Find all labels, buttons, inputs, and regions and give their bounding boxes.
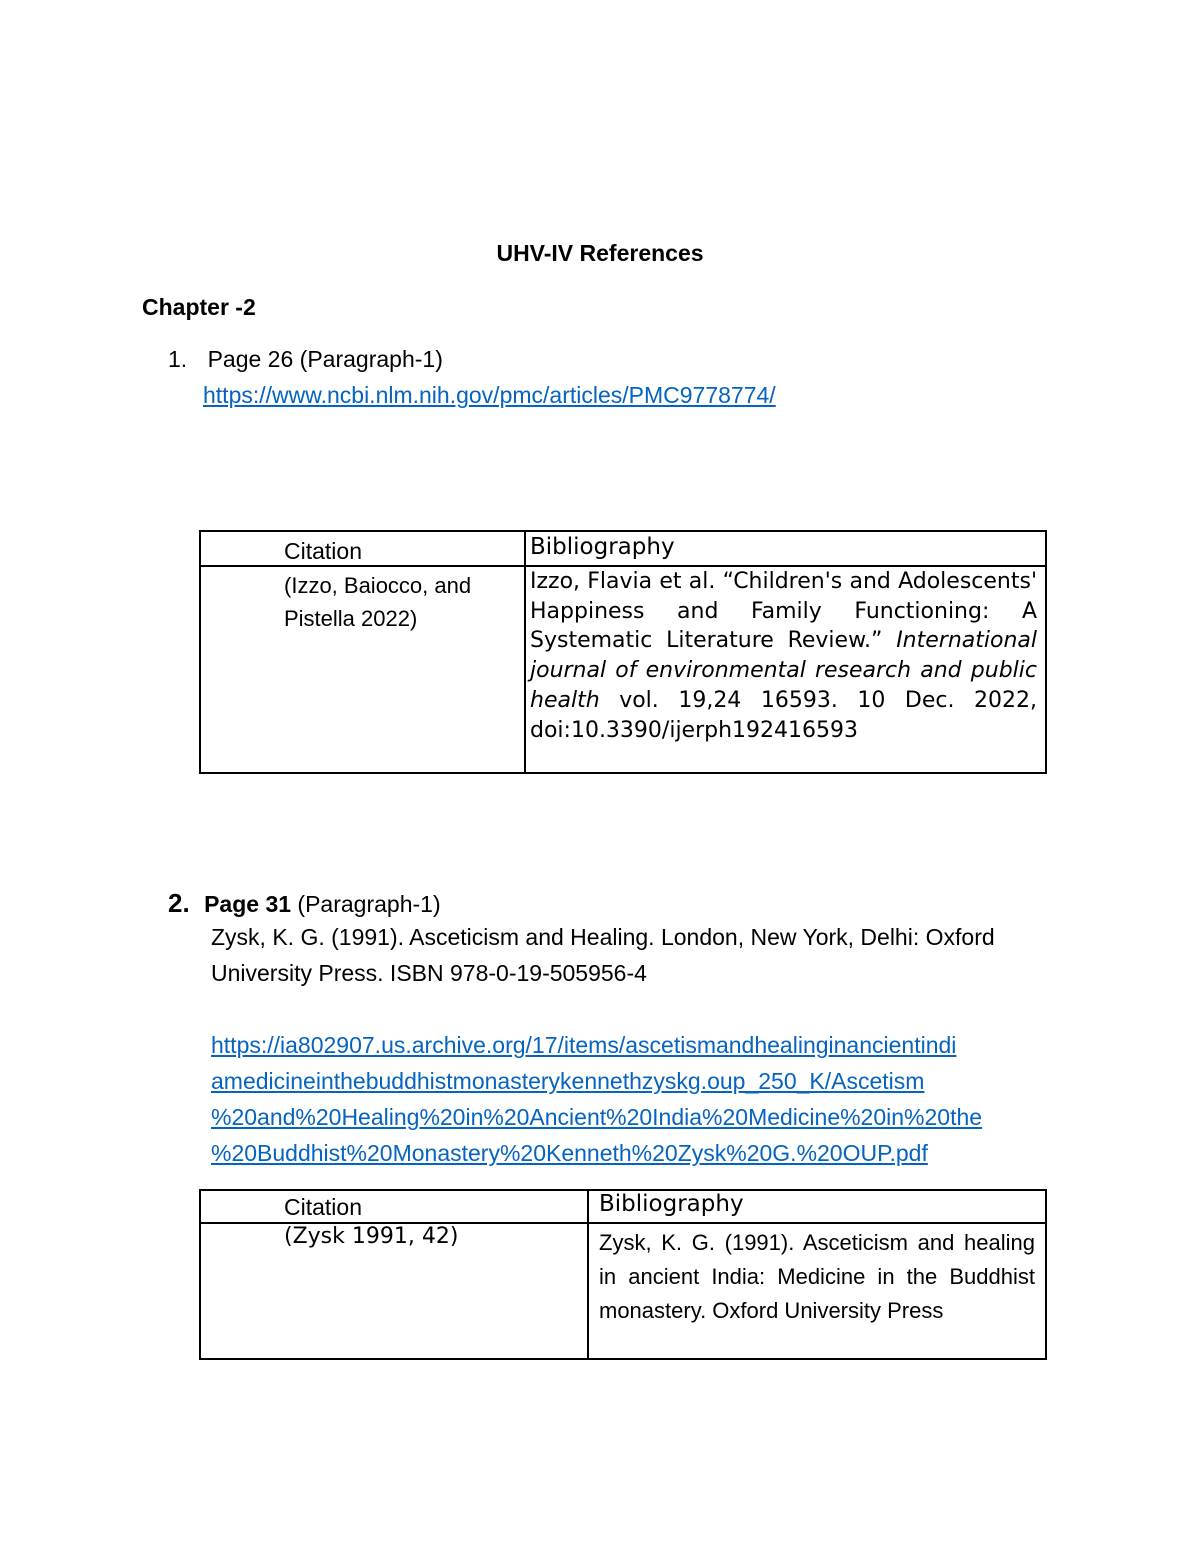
bibliography-header-cell: [525, 531, 1046, 566]
bibliography-header: Bibliography: [530, 534, 675, 560]
citation-cell: [200, 566, 525, 773]
table-row: [200, 1223, 1046, 1359]
reference-link-2-line-1[interactable]: https://ia802907.us.archive.org/17/items/ascetismandhealinginancientindi: [211, 1032, 957, 1058]
journal-title: International journal of environmental research and public health: [530, 628, 1037, 713]
citation-cell: [200, 1223, 588, 1359]
item-number: 2.: [168, 888, 190, 918]
bibliography-plain-1: Izzo, Flavia et al. “Children's and Adolescents' Happiness and Family Functioning: A Systematic Literature Review.”: [530, 569, 1037, 654]
reference-link-2-line-4[interactable]: %20Buddhist%20Monastery%20Kenneth%20Zysk%20G.%20OUP.pdf: [211, 1140, 928, 1166]
citation-header-cell: [200, 1190, 588, 1223]
citation-header: Citation: [284, 1194, 362, 1220]
bibliography-text: [526, 567, 1045, 745]
reference-table-2: [199, 1189, 1047, 1360]
reference-link-1[interactable]: https://www.ncbi.nlm.nih.gov/pmc/articles/PMC9778774/: [203, 382, 776, 408]
citation-header-cell: [200, 531, 525, 566]
table-header-row: [200, 531, 1046, 566]
bibliography-header: Bibliography: [599, 1191, 744, 1217]
bibliography-text: Zysk, K. G. (1991). Asceticism and healing in ancient India: Medicine in the Buddhist monastery. Oxford University Press: [599, 1230, 1035, 1323]
bibliography-cell: [588, 1223, 1046, 1359]
page-label: Page 26: [207, 346, 294, 372]
reference-link-2-line-3[interactable]: %20and%20Healing%20in%20Ancient%20India%20Medicine%20in%20the: [211, 1104, 983, 1130]
page-label: Page 31: [204, 891, 292, 917]
table-header-row: [200, 1190, 1046, 1223]
item-number: 1.: [168, 346, 188, 372]
citation-header: Citation: [284, 538, 362, 564]
chapter-heading: Chapter -2: [142, 294, 256, 320]
citation-text: (Izzo, Baiocco, and Pistella 2022): [284, 573, 472, 631]
reference-link-2-line-2[interactable]: amedicineinthebuddhistmonasterykennethzyskg.oup_250_K/Ascetism: [211, 1068, 925, 1094]
citation-text: (Zysk 1991, 42): [284, 1224, 459, 1249]
bibliography-plain-2: vol. 19,24 16593. 10 Dec. 2022, doi:10.3390/ijerph192416593: [530, 687, 1037, 743]
paragraph-label: (Paragraph-1): [297, 891, 441, 917]
reference-table-1: [199, 530, 1047, 774]
page-title: UHV-IV References: [496, 240, 704, 266]
table-row: [200, 566, 1046, 773]
list-item-1: [168, 346, 443, 373]
list-item-2: [168, 888, 441, 919]
bibliography-cell: [525, 566, 1046, 773]
bibliography-header-cell: [588, 1190, 1046, 1223]
reference-text: Zysk, K. G. (1991). Asceticism and Healing. London, New York, Delhi: Oxford University Press. ISBN 978-0-19-505956-4: [211, 924, 995, 986]
paragraph-label: (Paragraph-1): [299, 346, 443, 372]
